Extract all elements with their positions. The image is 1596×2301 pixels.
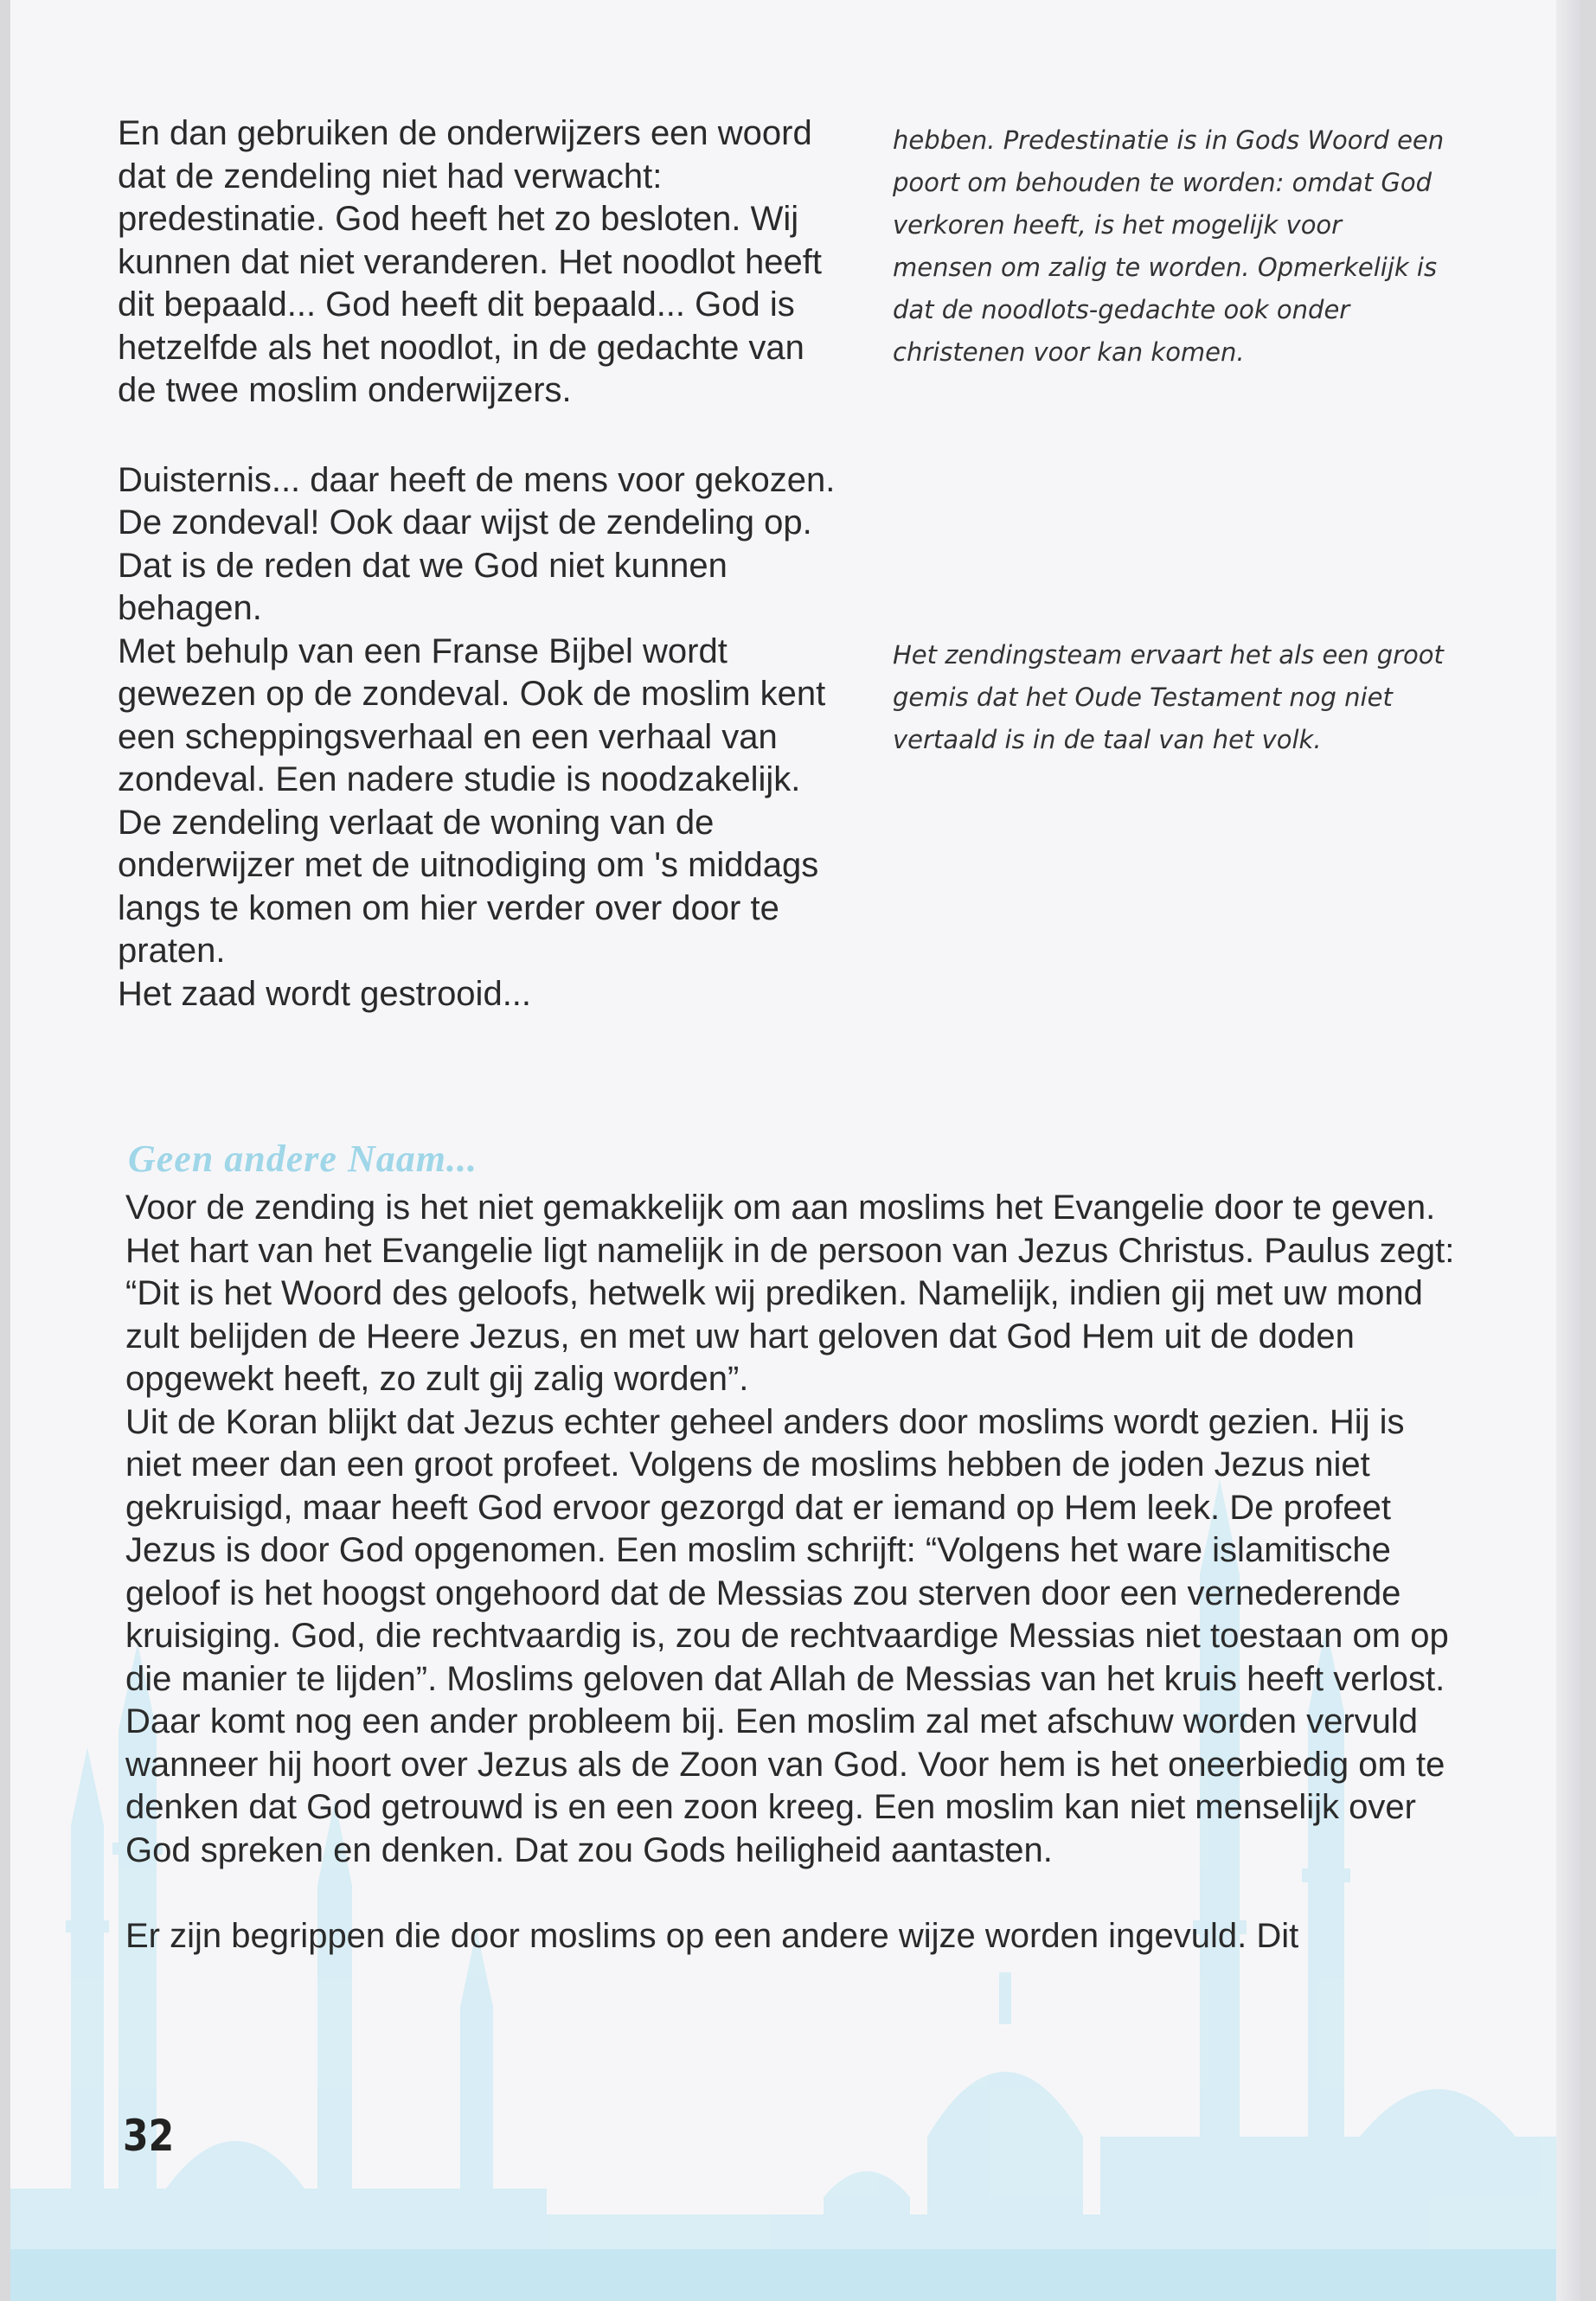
paragraph: En dan gebruiken de onderwijzers een woord dat de zendeling niet had verwacht: predestinatie. God heeft het zo besloten. Wij kunnen dat niet veranderen. Het noodlot heeft dit bepaald... God heeft dit bepaald... God is hetzelfde als het noodlot, in de gedachte van de twee moslim onderwijzers.	[118, 114, 822, 409]
section-body	[125, 1187, 1458, 1958]
left-column	[118, 112, 836, 1016]
paragraph: Met behulp van een Franse Bijbel wordt gewezen op de zondeval. Ook de moslim kent een scheppingsverhaal en een verhaal van zondeval. Een nadere studie is noodzakelijk. De zendeling verlaat de woning van de onderwijzer met de uitnodiging om 's middags langs te komen om hier verder over door te praten.	[118, 631, 826, 970]
page	[10, 0, 1580, 2301]
paragraph: Er zijn begrippen die door moslims op een andere wijze worden ingevuld. Dit	[125, 1917, 1299, 1955]
sidebar-note-old-testament	[893, 634, 1446, 761]
section-heading: Geen andere Naam...	[128, 1138, 478, 1180]
sidebar-note-text: hebben. Predestinatie is in Gods Woord een poort om behouden te worden: omdat God verkoren heeft, is het mogelijk voor mensen om zalig te worden. Opmerkelijk is dat de noodlots-gedachte ook onder christenen voor kan komen.	[893, 125, 1445, 367]
page-edge	[1556, 0, 1580, 2301]
paragraph: Uit de Koran blijkt dat Jezus echter geheel anders door moslims wordt gezien. Hij is niet meer dan een groot profeet. Volgens de moslims hebben de joden Jezus niet gekruisigd, maar heeft God ervoor gezorgd dat er iemand op Hem leek. De profeet Jezus is door God opgenomen. Een moslim schrijft: “Volgens het ware islamitische geloof is het hoogst ongehoord dat de Messias zou sterven door een vernederende kruisiging. God, die rechtvaardig is, zou de rechtvaardige Messias niet toestaan om op die manier te lijden”. Moslims geloven dat Allah de Messias van het kruis heeft verlost.	[125, 1402, 1449, 1698]
paragraph: Het zaad wordt gestrooid...	[118, 974, 532, 1013]
sidebar-note-text: Het zendingsteam ervaart het als een groot gemis dat het Oude Testament nog niet vertaald is in de taal van het volk.	[893, 640, 1444, 754]
paragraph: Voor de zending is het niet gemakkelijk om aan moslims het Evangelie door te geven. Het hart van het Evangelie ligt namelijk in de persoon van Jezus Christus. Paulus zegt: “Dit is het Woord des geloofs, hetwelk wij prediken. Namelijk, indien gij met uw mond zult belijden de Heere Jezus, en met uw hart geloven dat God Hem uit de doden opgewekt heeft, zo zult gij zalig worden”.	[125, 1189, 1455, 1398]
paragraph: Duisternis... daar heeft de mens voor gekozen. De zondeval! Ook daar wijst de zendeling op. Dat is de reden dat we God niet kunnen behagen.	[118, 460, 836, 627]
page-number: 32	[123, 2111, 175, 2161]
paragraph: Daar komt nog een ander probleem bij. Een moslim zal met afschuw worden vervuld wanneer hij hoort over Jezus als de Zoon van God. Voor hem is het oneerbiedig om te denken dat God getrouwd is en een zoon kreeg. Een moslim kan niet menselijk over God spreken en denken. Dat zou Gods heiligheid aantasten.	[125, 1702, 1445, 1869]
sidebar-note-predestination	[893, 119, 1446, 374]
